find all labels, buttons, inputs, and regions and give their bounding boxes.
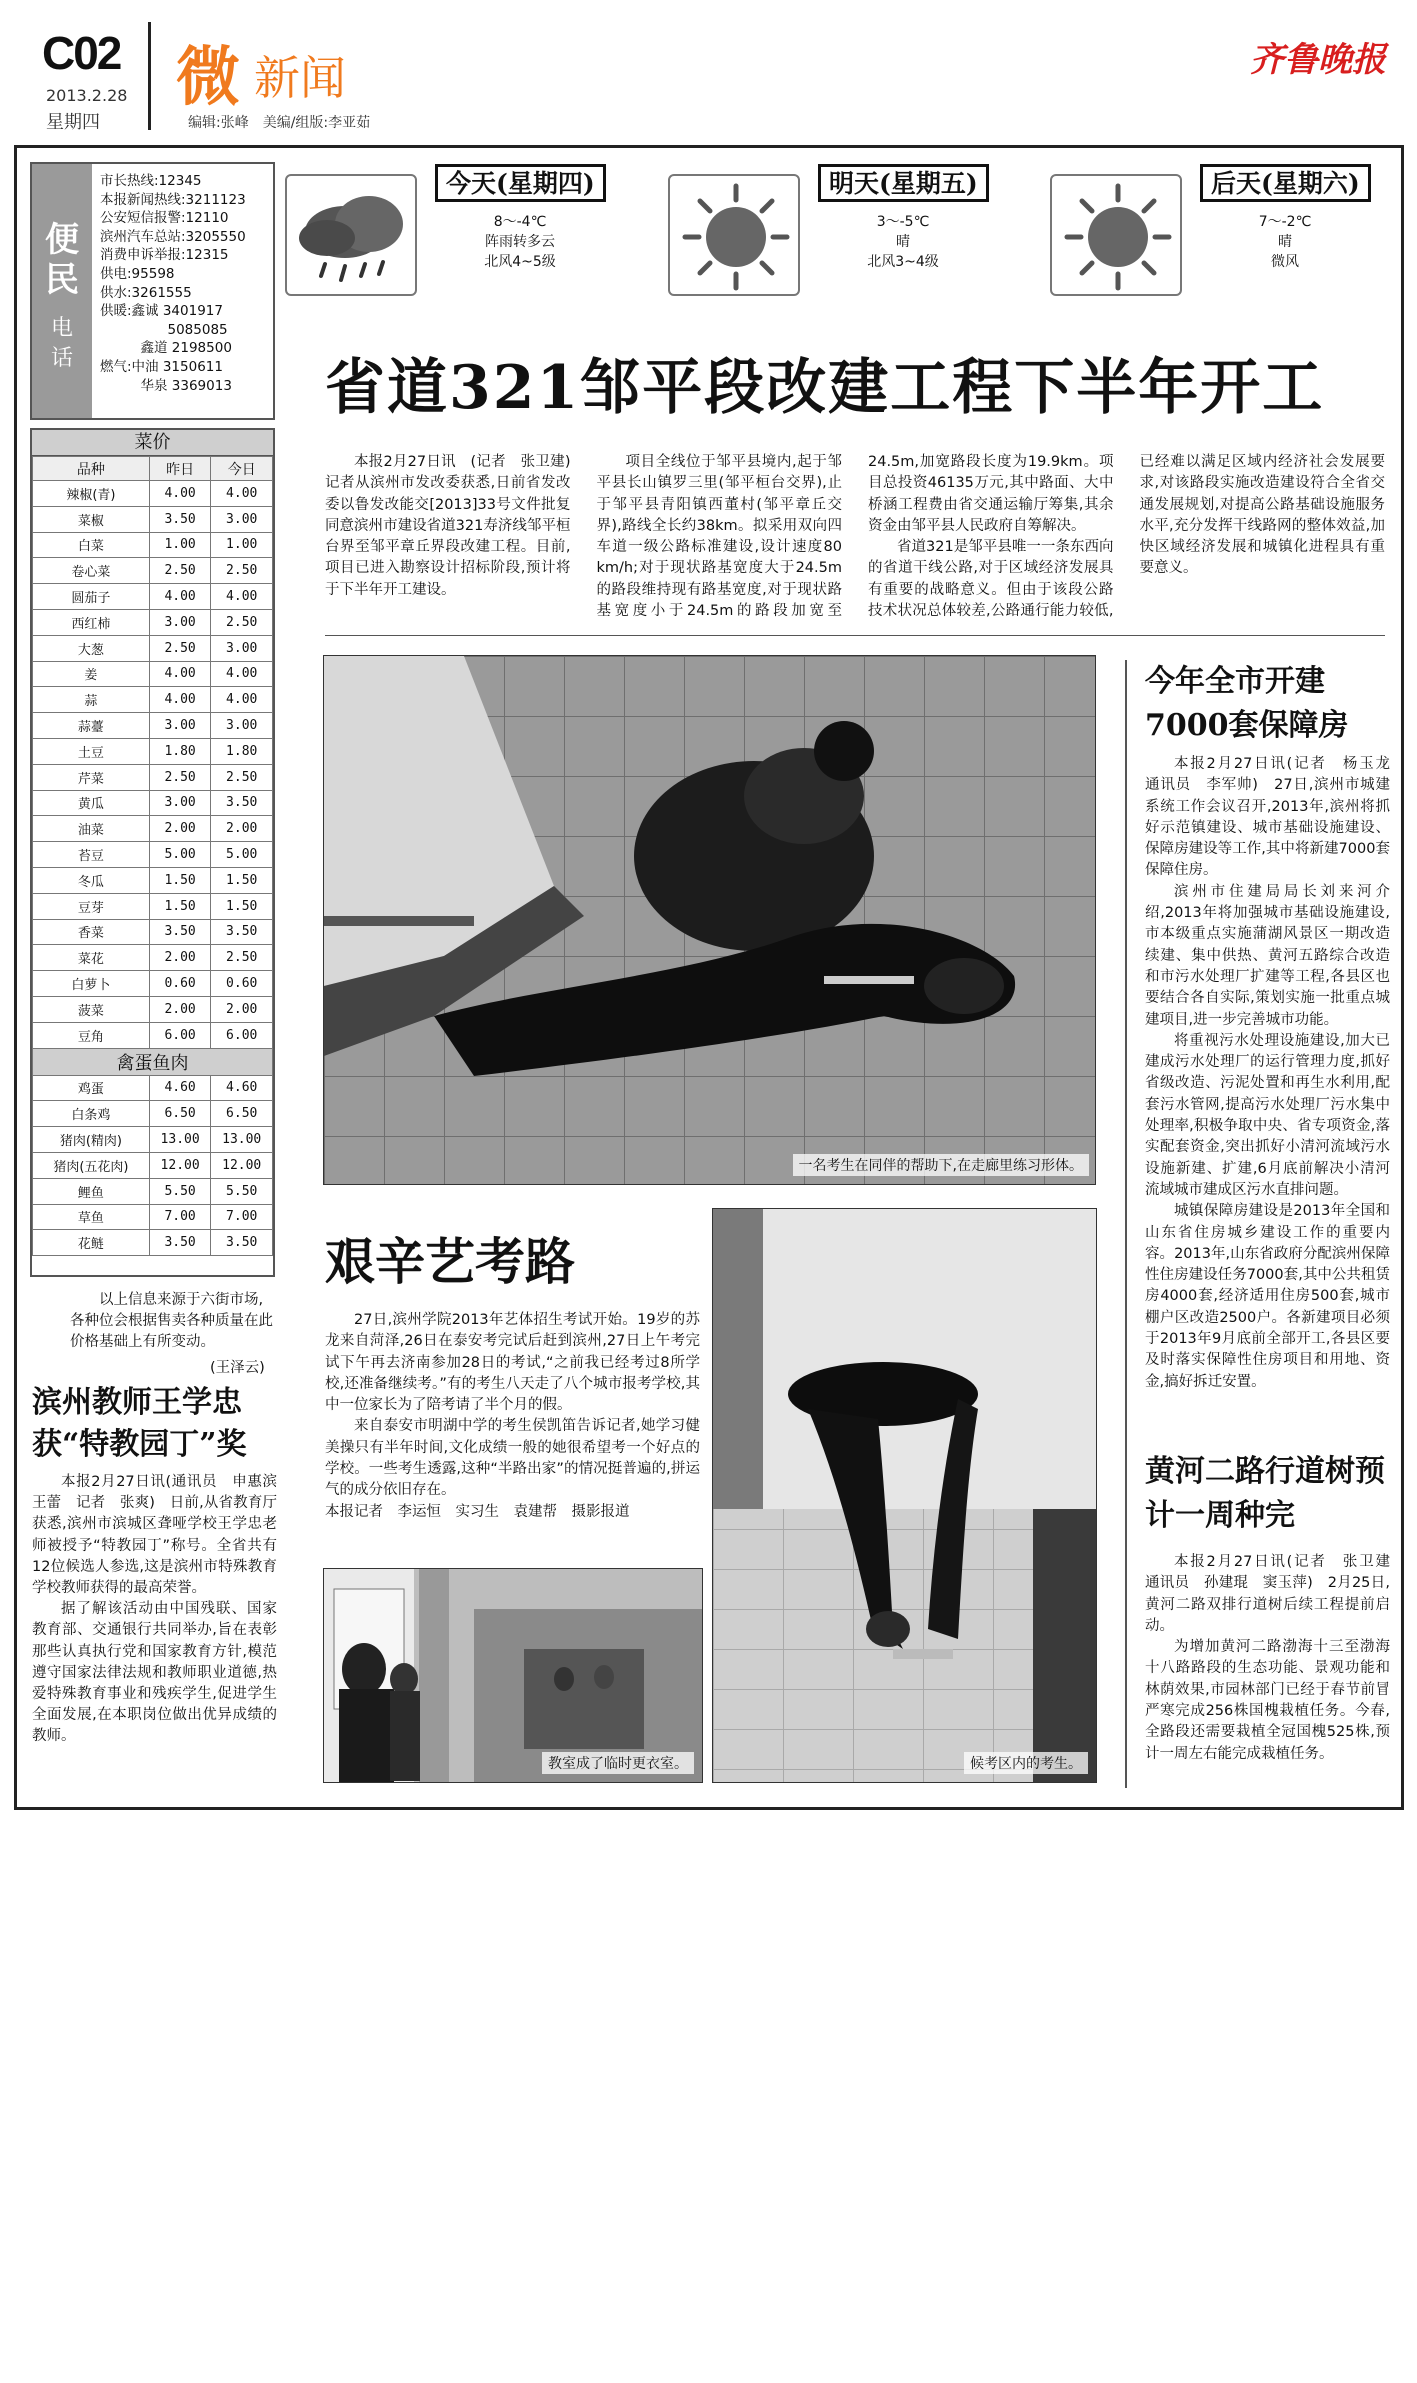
price-yesterday: 昨日: [149, 457, 211, 481]
price-today: 5.00: [211, 842, 273, 868]
phone-box-tag-sub: 电话: [50, 316, 73, 371]
price-today: 12.00: [211, 1152, 273, 1178]
paragraph: 27日,滨州学院2013年艺体招生考试开始。19岁的苏龙来自菏泽,26日在泰安考完试后赶到滨州,27日上午考完试下午再去济南参加28日的考试,“之前我已经考过8所学校,还准备继续考。”有的考生八天走了八个城市报考学校,其中一位家长为了陪考请了半个月的假。: [325, 1312, 700, 1414]
price-today: 6.00: [211, 1022, 273, 1048]
price-item-name: 姜: [33, 661, 150, 687]
teacher-article-title: 滨州教师王学忠获“特教园丁”奖: [32, 1385, 247, 1462]
weather-temp: 8～-4℃: [493, 214, 547, 230]
price-item-name: 冬瓜: [33, 867, 150, 893]
page-number: C02: [42, 27, 121, 79]
price-today: 2.50: [211, 764, 273, 790]
photo-caption: 一名考生在同伴的帮助下,在走廊里练习形体。: [793, 1154, 1089, 1176]
price-item-name: 菜花: [33, 945, 150, 971]
price-item-name: 西红柿: [33, 609, 150, 635]
price-row: [33, 971, 273, 997]
weather-day-label: 明天(星期五): [818, 164, 989, 202]
price-today: 4.00: [211, 687, 273, 713]
price-yesterday: 3.50: [149, 919, 211, 945]
price-row: [33, 842, 273, 868]
paragraph: 滨州市住建局局长刘来河介绍,2013年将加强城市基础设施建设,市本级重点实施蒲湖风景区一期改造续建、集中供热、黄河五路综合改造和市污水处理厂扩建等工程,各县区也要结合各自实际,策划实施一批重点城建项目,进一步完善城市功能。: [1145, 883, 1390, 1028]
price-today: 1.80: [211, 738, 273, 764]
price-table-title: 菜价: [32, 430, 273, 456]
service-phone-box: [30, 162, 275, 420]
main-article-body: [325, 452, 1385, 632]
phone-list: [100, 172, 246, 395]
weather-wind: 微风: [1271, 254, 1299, 270]
price-today: 1.00: [211, 532, 273, 558]
price-item-name: 鸡蛋: [33, 1075, 150, 1101]
price-item-name: 白萝卜: [33, 971, 150, 997]
newspaper-brand: 齐鲁晚报: [1250, 40, 1386, 80]
paragraph: 来自泰安市明湖中学的考生侯凯笛告诉记者,她学习健美操只有半年时间,文化成绩一般的她很希望考一个好点的学校。一些考生透露,这种“半路出家”的情况挺普遍的,拼运气的成分依旧存在。: [325, 1418, 700, 1499]
price-yesterday: 2.00: [149, 945, 211, 971]
column-divider: [1125, 660, 1127, 1788]
phone-line: 5085085: [100, 321, 228, 338]
price-item-name: 菠菜: [33, 996, 150, 1022]
header-divider: [148, 22, 151, 130]
price-today: 6.50: [211, 1101, 273, 1127]
price-item-name: 辣椒(青): [33, 481, 150, 507]
price-row: [33, 1127, 273, 1153]
phone-line: 华泉 3369013: [100, 377, 232, 394]
price-yesterday: 4.60: [149, 1075, 211, 1101]
price-row: [33, 945, 273, 971]
price-yesterday: 6.50: [149, 1101, 211, 1127]
price-yesterday: 4.00: [149, 661, 211, 687]
price-item-name: 香菜: [33, 919, 150, 945]
price-row: [33, 816, 273, 842]
tree-article-body: [1145, 1552, 1405, 1765]
price-today: 3.50: [211, 919, 273, 945]
price-item-name: 黄瓜: [33, 790, 150, 816]
phone-line: 供水:3261555: [100, 284, 192, 301]
price-yesterday: 3.00: [149, 609, 211, 635]
price-item-name: 卷心菜: [33, 558, 150, 584]
price-item-name: 猪肉(精肉): [33, 1127, 150, 1153]
price-row: [33, 1152, 273, 1178]
price-yesterday: 2.50: [149, 764, 211, 790]
price-section-header: [33, 1048, 273, 1075]
price-table-header: [33, 457, 273, 481]
tree-article-title: 黄河二路行道树预计一周种完: [1145, 1454, 1385, 1533]
price-yesterday: 6.00: [149, 1022, 211, 1048]
weather-wind: 北风3~4级: [867, 254, 939, 270]
paragraph: 省道321是邹平县唯一一条东西向的省道干线公路,对于区域经济发展具有重要的战略意义。但由于该段公路技术状况总体较差,公路通行能力较低,已经难以满足区域内经济社会发展要求,对该路段实施改造建设符合全省交通发展规划,对提高公路基础设施服务水平,充分发挥干线路网的整体效益,加快区域经济发展和城镇化进程具有重要意义。: [868, 454, 1385, 620]
teacher-article-body: [32, 1472, 292, 1748]
price-row: [33, 1075, 273, 1101]
issue-date: 2013.2.28: [46, 86, 128, 105]
price-yesterday: 12.00: [149, 1152, 211, 1178]
price-today: 5.50: [211, 1178, 273, 1204]
price-row: [33, 764, 273, 790]
weather-condition: 晴: [1278, 234, 1292, 250]
price-today: 3.00: [211, 713, 273, 739]
price-row: [33, 919, 273, 945]
price-source: (王泽云): [210, 1360, 265, 1376]
paragraph: 为增加黄河二路渤海十三至渤海十八路路段的生态功能、景观功能和林荫效果,市园林部门已经于春节前冒严寒完成256株国槐栽植任务。今春,全路段还需要栽植全冠国槐525株,预计一周左右能完成栽植任务。: [1145, 1639, 1390, 1762]
price-yesterday: 3.00: [149, 713, 211, 739]
phone-line: 供暖:鑫诚 3401917: [100, 303, 223, 320]
phone-line: 供电:95598: [100, 265, 175, 282]
photo-waiting-area: [712, 1208, 1097, 1783]
paragraph: 本报2月27日讯(通讯员 申惠滨 王蕾 记者 张爽) 日前,从省教育厅获悉,滨州市滨城区聋哑学校王学忠老师被授予“特教园丁”称号。全省共有12位候选人参选,这是滨州市特殊教育学校教师获得的最高荣誉。: [32, 1474, 292, 1597]
price-row: [33, 1178, 273, 1204]
price-item-name: 芹菜: [33, 764, 150, 790]
price-yesterday: 1.80: [149, 738, 211, 764]
sun-icon: [1050, 174, 1182, 296]
weather-day-after: [1050, 160, 1390, 310]
price-yesterday: 2.00: [149, 996, 211, 1022]
price-table-box: [30, 428, 275, 1277]
price-row: [33, 506, 273, 532]
phone-box-tag-main: 便民: [45, 220, 79, 300]
price-item-name: 菜椒: [33, 506, 150, 532]
photo-waiting-area-image: [713, 1209, 1097, 1783]
price-today: 2.50: [211, 558, 273, 584]
price-yesterday: 2.00: [149, 816, 211, 842]
price-today: 今日: [211, 457, 273, 481]
weather-condition: 晴: [896, 234, 910, 250]
price-row: [33, 738, 273, 764]
price-row: [33, 1101, 273, 1127]
price-yesterday: 1.50: [149, 893, 211, 919]
price-today: 1.50: [211, 867, 273, 893]
price-item-name: 白菜: [33, 532, 150, 558]
phone-line: 滨州汽车总站:3205550: [100, 228, 246, 245]
price-item-name: 蒜: [33, 687, 150, 713]
paragraph: 本报2月27日讯 (记者 张卫建) 记者从滨州市发改委获悉,日前省发改委以鲁发改能交[2013]33号文件批复同意滨州市建设省道321寿济线邹平桓台界至邹平章丘界段改建工程。目前,项目已进入勘察设计招标阶段,预计将于下半年开工建设。: [325, 454, 585, 598]
phone-line: 公安短信报警:12110: [100, 210, 229, 227]
price-item-name: 草鱼: [33, 1204, 150, 1230]
price-yesterday: 13.00: [149, 1127, 211, 1153]
photo-corridor: [323, 655, 1096, 1185]
price-row: [33, 1022, 273, 1048]
paragraph: 城镇保障房建设是2013年全国和山东省住房城乡建设工作的重要内容。2013年,山东省政府分配滨州保障性住房建设任务7000套,其中公共租赁房4000套,经济适用住房500套,城市棚户区改造2500户。各新建项目必须于2013年9月底前全部开工,各县区要及时落实保障性住房项目和用地、资金,搞好拆迁安置。: [1145, 1203, 1390, 1390]
phone-line: 燃气:中油 3150611: [100, 358, 223, 375]
price-yesterday: 4.00: [149, 687, 211, 713]
price-item-name: 油菜: [33, 816, 150, 842]
editor-line: 编辑:张峰 美编/组版:李亚茹: [188, 115, 371, 131]
price-today: 2.50: [211, 609, 273, 635]
price-item-name: 白条鸡: [33, 1101, 150, 1127]
price-yesterday: 7.00: [149, 1204, 211, 1230]
price-today: 4.00: [211, 661, 273, 687]
price-item-name: 花鲢: [33, 1230, 150, 1256]
weather-info: [425, 212, 615, 272]
price-row: [33, 867, 273, 893]
art-article-title: 艰辛艺考路: [325, 1232, 575, 1291]
paragraph: 本报2月27日讯(记者 张卫建 通讯员 孙建琨 窦玉萍) 2月25日,黄河二路双排行道树后续工程提前启动。: [1145, 1554, 1405, 1634]
price-item-name: 豆芽: [33, 893, 150, 919]
price-item-name: 土豆: [33, 738, 150, 764]
weather-day-label: 后天(星期六): [1200, 164, 1371, 202]
price-today: 4.00: [211, 481, 273, 507]
issue-weekday: 星期四: [46, 112, 100, 133]
price-row: [33, 790, 273, 816]
phone-box-tag: [32, 164, 92, 418]
price-yesterday: 4.00: [149, 584, 211, 610]
price-row: [33, 1230, 273, 1256]
price-row: [33, 481, 273, 507]
section-logo-big: 微: [176, 40, 240, 115]
phone-line: 本报新闻热线:3211123: [100, 191, 246, 208]
photo-classroom-image: [324, 1569, 703, 1783]
price-today: 4.60: [211, 1075, 273, 1101]
paragraph: 项目全线位于邹平县境内,起于邹平县长山镇罗三里(邹平桓台交界),止于邹平县青阳镇西董村(邹平章丘交界),路线全长约38km。拟采用双向四车道一级公路标准建设,设计速度80 km/h;对于现状路基宽度大于24.5m的路段维持现有路基宽度,对于现状路基宽度小于24.5m的路段加宽至24.5m,加宽路段长度为19.9km。项目总投资46135万元,其中路面、大中桥涵工程费由省交通运输厅筹集,其余资金由邹平县人民政府自筹解决。: [596, 454, 1114, 620]
price-item-name: 圆茄子: [33, 584, 150, 610]
section-divider: [325, 635, 1385, 636]
photo-classroom: [323, 1568, 703, 1783]
price-yesterday: 5.50: [149, 1178, 211, 1204]
price-row: [33, 558, 273, 584]
price-yesterday: 4.00: [149, 481, 211, 507]
price-today: 2.50: [211, 945, 273, 971]
price-today: 7.00: [211, 1204, 273, 1230]
price-today: 3.00: [211, 506, 273, 532]
sun-icon: [668, 174, 800, 296]
weather-day-label: 今天(星期四): [435, 164, 606, 202]
art-byline: 本报记者 李运恒 实习生 袁建帮 摄影报道: [325, 1503, 630, 1520]
phone-line: 消费申诉举报:12315: [100, 247, 229, 264]
paragraph: 据了解该活动由中国残联、国家教育部、交通银行共同举办,旨在表彰那些认真执行党和国家教育方针,模范遵守国家法律法规和教师职业道德,热爱特殊教育事业和残疾学生,促进学生全面发展,在本职岗位做出优异成绩的教师。: [32, 1601, 277, 1745]
weather-temp: 7～-2℃: [1258, 214, 1312, 230]
price-row: [33, 893, 273, 919]
price-today: 1.50: [211, 893, 273, 919]
price-yesterday: 3.00: [149, 790, 211, 816]
weather-today: [285, 160, 655, 310]
weather-condition: 阵雨转多云: [485, 234, 555, 250]
price-yesterday: 2.50: [149, 635, 211, 661]
photo-corridor-image: [324, 656, 1096, 1185]
price-row: [33, 996, 273, 1022]
weather-tomorrow: [668, 160, 1038, 310]
housing-article-body: [1145, 754, 1405, 1393]
price-yesterday: 0.60: [149, 971, 211, 997]
price-yesterday: 1.50: [149, 867, 211, 893]
weather-info: [808, 212, 998, 272]
price-item-name: 猪肉(五花肉): [33, 1152, 150, 1178]
price-row: [33, 713, 273, 739]
cloud-rain-icon: [285, 174, 417, 296]
price-today: 3.00: [211, 635, 273, 661]
photo-caption: 候考区内的考生。: [964, 1752, 1088, 1774]
price-today: 3.50: [211, 790, 273, 816]
price-row: [33, 661, 273, 687]
price-row: [33, 609, 273, 635]
price-item-name: 蒜薹: [33, 713, 150, 739]
price-section-title: 禽蛋鱼肉: [33, 1048, 273, 1075]
price-yesterday: 1.00: [149, 532, 211, 558]
price-item-name: 大葱: [33, 635, 150, 661]
price-row: [33, 687, 273, 713]
photo-caption: 教室成了临时更衣室。: [542, 1752, 694, 1774]
price-table: [32, 456, 273, 1256]
price-yesterday: 2.50: [149, 558, 211, 584]
phone-line: 鑫道 2198500: [100, 340, 232, 357]
price-yesterday: 5.00: [149, 842, 211, 868]
price-row: [33, 1204, 273, 1230]
weather-temp: 3～-5℃: [876, 214, 930, 230]
housing-article-title: 今年全市开建7000套保障房: [1145, 664, 1349, 743]
paragraph: 本报2月27日讯(记者 杨玉龙 通讯员 李军帅) 27日,滨州市城建系统工作会议召开,2013年,滨州将抓好示范镇建设、城市基础设施建设、保障房建设等工作,其中将新建7000套保障住房。: [1145, 756, 1405, 879]
art-article-body: [325, 1310, 700, 1523]
price-item-name: 品种: [33, 457, 150, 481]
weather-wind: 北风4~5级: [484, 254, 556, 270]
price-item-name: 苔豆: [33, 842, 150, 868]
price-row: [33, 635, 273, 661]
price-today: 13.00: [211, 1127, 273, 1153]
price-today: 4.00: [211, 584, 273, 610]
price-today: 0.60: [211, 971, 273, 997]
price-item-name: 鲤鱼: [33, 1178, 150, 1204]
weather-info: [1190, 212, 1380, 272]
price-today: 2.00: [211, 996, 273, 1022]
price-today: 3.50: [211, 1230, 273, 1256]
section-logo-rest: 新闻: [254, 51, 346, 105]
paragraph: 将重视污水处理设施建设,加大已建成污水处理厂的运行管理力度,抓好省级改造、污泥处置和再生水利用,配套污水管网,提高污水处理厂污水集中处理率,积极争取中央、省专项资金,落实配套资金,突出抓好小清河流域污水设施新建、扩建,6月底前解决小清河流域城市建成区污水直排问题。: [1145, 1032, 1390, 1198]
price-row: [33, 532, 273, 558]
price-item-name: 豆角: [33, 1022, 150, 1048]
price-yesterday: 3.50: [149, 1230, 211, 1256]
main-headline: 省道321邹平段改建工程下半年开工: [325, 353, 1325, 423]
phone-line: 市长热线:12345: [100, 173, 202, 189]
price-note: 以上信息来源于六街市场,各种位会根据售卖各种质量在此价格基础上有所变动。: [70, 1292, 273, 1350]
price-yesterday: 3.50: [149, 506, 211, 532]
price-row: [33, 584, 273, 610]
section-logo: [176, 26, 426, 115]
price-today: 2.00: [211, 816, 273, 842]
